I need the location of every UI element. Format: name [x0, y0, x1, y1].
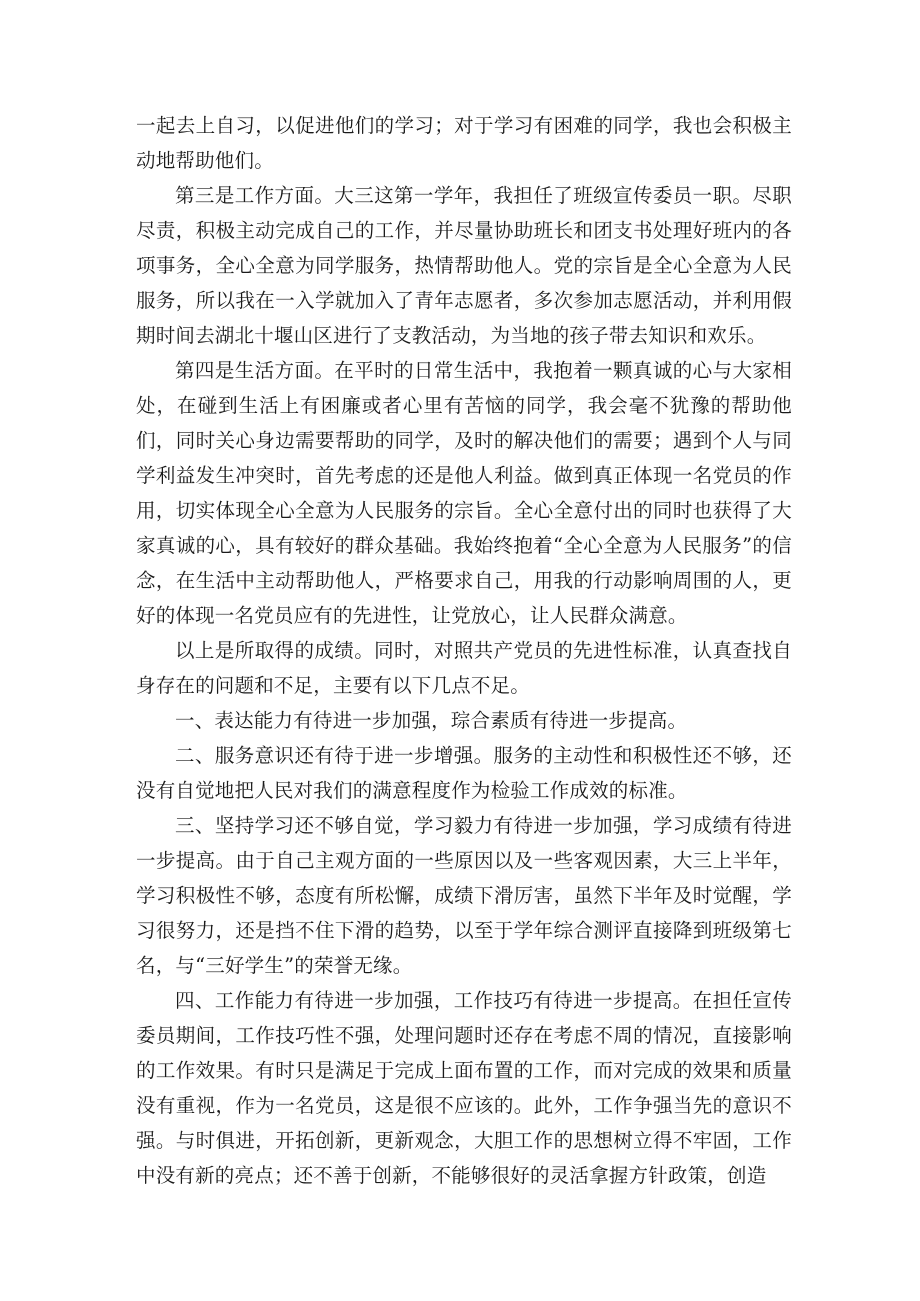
paragraph-life: 第四是生活方面。在平时的日常生活中，我抱着一颗真诚的心与大家相处，在碰到生活上有困廉或者心里有苦恼的同学，我会毫不犹豫的帮助他们，同时关心身边需要帮助的同学，及时的解决他们的需要；遇到个人与同学利益发生冲突时，首先考虑的还是他人利益。做到真正体现一名党员的作用，切实体现全心全意为人民服务的宗旨。全心全意付出的同时也获得了大家真诚的心，具有较好的群众基础。我始终抱着“全心全意为人民服务”的信念，在生活中主动帮助他人，严格要求自己，用我的行动影响周围的人，更好的体现一名党员应有的先进性，让党放心，让人民群众满意。 [136, 359, 792, 627]
paragraph-shortcoming-4: 四、工作能力有待进一步加强，工作技巧有待进一步提高。在担任宣传委员期间，工作技巧性不强，处理问题时还存在考虑不周的情况，直接影响的工作效果。有时只是满足于完成上面布置的工作，而对完成的效果和质量没有重视，作为一名党员，这是很不应该的。此外，工作争强当先的意识不强。与时俱进，开拓创新，更新观念，大胆工作的思想树立得不牢固，工作中没有新的亮点；还不善于创新，不能够很好的灵活拿握方针政策，创造 [136, 989, 792, 1187]
paragraph-work: 第三是工作方面。大三这第一学年，我担任了班级宣传委员一职。尽职尽责，积极主动完成自己的工作，并尽量协助班长和团支书处理好班内的各项事务，全心全意为同学服务，热情帮助他人。党的宗旨是全心全意为人民服务，所以我在一入学就加入了青年志愿者，多次参加志愿活动，并利用假期时间去湖北十堰山区进行了支教活动，为当地的孩子带去知识和欢乐。 [136, 184, 792, 347]
paragraph-shortcoming-1: 一、表达能力有待进一步加强，琮合素质有待进一步提高。 [175, 709, 688, 732]
paragraph-continued: 一起去上自习，以促进他们的学习；对于学习有困难的同学，我也会积极主动地帮助他们。 [136, 114, 792, 172]
document-page [136, 108, 792, 1193]
paragraph-achievements-summary: 以上是所取得的成绩。同时，对照共产党员的先进性标准，认真查找自身存在的问题和不足，主要有以下几点不足。 [136, 639, 792, 697]
paragraph-shortcoming-2: 二、服务意识还有待于进一步增强。服务的主动性和积极性还不够，还没有自觉地把人民对我们的满意程度作为检验工作成效的标准。 [136, 744, 792, 802]
paragraph-shortcoming-3: 三、坚持学习还不够自觉，学习毅力有待进一步加强，学习成绩有待进一步提高。由于自己主观方面的一些原因以及一些客观因素，大三上半年，学习积极性不够，态度有所松懈，成绩下滑厉害，虽然下半年及时觉醒，学习很努力，还是挡不住下滑的趋势，以至于学年综合测评直接降到班级第七名，与“三好学生”的荣誉无缘。 [136, 814, 792, 977]
